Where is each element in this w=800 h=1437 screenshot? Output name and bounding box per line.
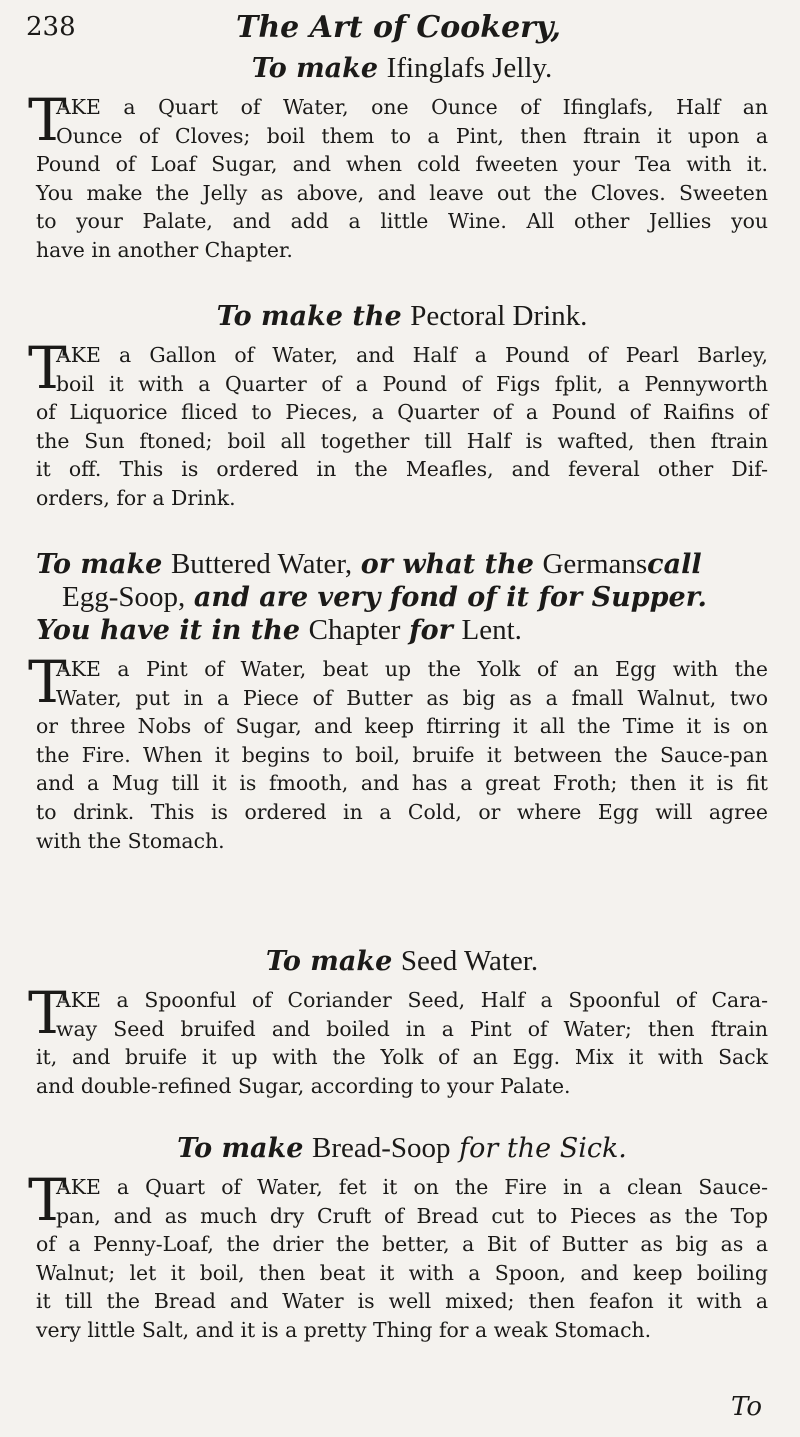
page-number: 238 bbox=[26, 12, 76, 42]
running-title: The Art of Cookery, bbox=[236, 10, 561, 45]
recipe-body: T AKE a Spoonful of Coriander Seed, Half a Spoonful of Cara- way Seed bruifed and boiled in a Pint of Water; then ftrain it, and bruife it up with the Yolk of an Egg. Mix it with Sack and double-refined Sugar, according to your Palate. bbox=[28, 979, 768, 1098]
recipe-bread-soop bbox=[28, 1132, 768, 1345]
drop-cap: T bbox=[28, 1166, 67, 1234]
recipe-body: T AKE a Quart of Water, one Ounce of Ifinglafs, Half an Ounce of Cloves; boil them to a Pint, then ftrain it upon a Pound of Loaf Sugar, and when cold fweeten your Tea with it. You make the Jelly as above, and leave out the Cloves. Sweeten to your Palate, and add a little Wine. All other Jellies you have in another Chapter. bbox=[28, 86, 768, 262]
recipe-title: To make Bread-Soop for the Sick. bbox=[177, 1132, 627, 1164]
recipe-pectoral-drink bbox=[28, 300, 768, 513]
drop-cap: T bbox=[28, 334, 67, 402]
recipe-seed-water bbox=[28, 945, 768, 1100]
drop-cap: T bbox=[28, 648, 67, 716]
recipe-body: T AKE a Quart of Water, fet it on the Fire in a clean Sauce- pan, and as much dry Cruft of Bread cut to Pieces as the Top of a Penny-Loaf, the drier the better, a Bit of Butter as big as a Walnut; let it boil, then beat it with a Spoon, and keep boiling it till the Bread and Water is well mixed; then feafon it with a very little Salt, and it is a pretty Thing for a weak Stomach. bbox=[28, 1166, 768, 1342]
page-header bbox=[26, 12, 771, 48]
drop-cap: T bbox=[28, 86, 67, 154]
recipe-title: To make Ifinglafs Jelly. bbox=[251, 52, 553, 84]
recipe-title: To make Seed Water. bbox=[265, 945, 539, 977]
drop-cap: T bbox=[28, 979, 67, 1047]
recipe-title: To make the Pectoral Drink. bbox=[216, 300, 588, 332]
recipe-buttered-water bbox=[28, 548, 768, 855]
recipe-body: T AKE a Gallon of Water, and Half a Pound of Pearl Barley, boil it with a Quarter of a Pound of Figs fplit, a Pennyworth of Liquorice fliced to Pieces, a Quarter of a Pound of Raifins of the Sun ftoned; boil all together till Half is wafted, then ftrain it off. This is ordered in the Meafles, and feveral other Dif- orders, for a Drink. bbox=[28, 334, 768, 510]
recipe-title: To make Buttered Water, or what the Germanscall Egg-Soop, and are very fond of it for Supper. You have it in the Chapter for Lent. bbox=[36, 548, 707, 646]
recipe-isinglass-jelly bbox=[28, 52, 768, 265]
catchword: To bbox=[731, 1392, 762, 1422]
recipe-body: T AKE a Pint of Water, beat up the Yolk of an Egg with the Water, put in a Piece of Butter as big as a fmall Walnut, two or three Nobs of Sugar, and keep ftirring it all the Time it is on the Fire. When it begins to boil, bruife it between the Sauce-pan and a Mug till it is fmooth, and has a great Froth; then it is fit to drink. This is ordered in a Cold, or where Egg will agree with the Stomach. bbox=[28, 648, 768, 853]
